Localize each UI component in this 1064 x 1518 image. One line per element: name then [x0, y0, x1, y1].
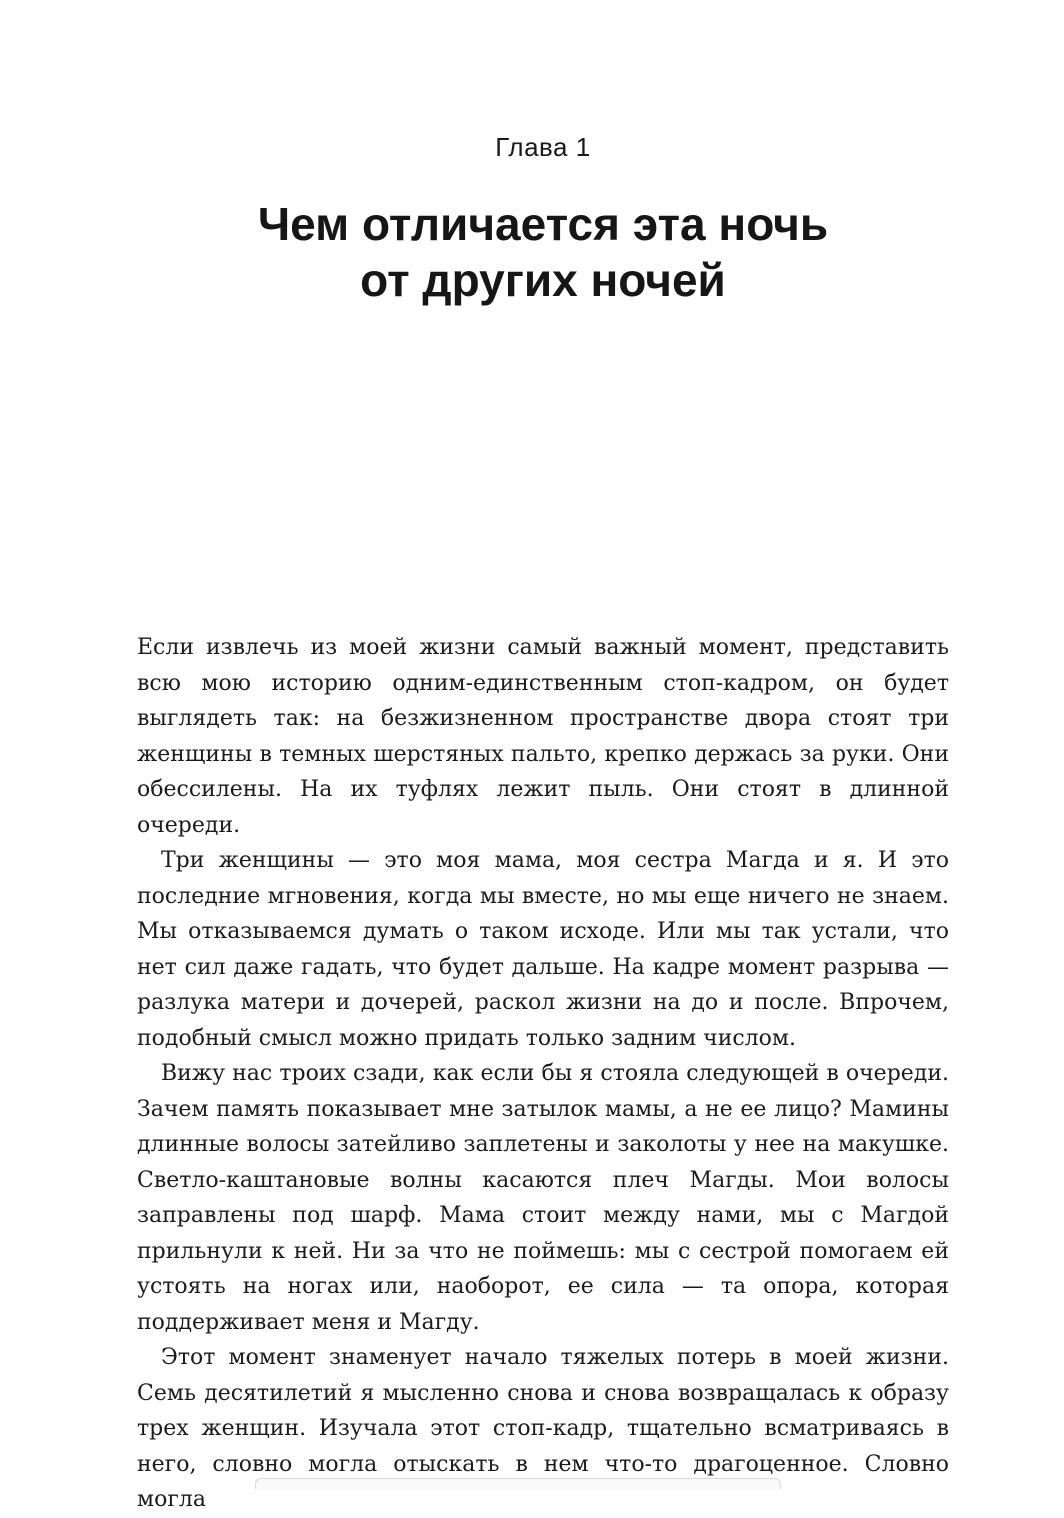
body-text [137, 630, 949, 1518]
paragraph: Вижу нас троих сзади, как если бы я стояла следующей в очереди. Зачем память показывает мне затылок мамы, а не ее лицо? Мамины длинные волосы затейливо заплетены и заколоты у нее на макушке. Светло-каштановые волны касаются плеч Магды. Мои волосы заправлены под шарф. Мама стоит между нами, мы с Магдой прильнули к ней. Ни за что не поймешь: мы с сестрой помогаем ей устоять на ногах или, наоборот, ее сила — та опора, которая поддерживает меня и Магду. [137, 1061, 949, 1335]
paragraph: Если извлечь из моей жизни самый важный момент, представить всю мою историю одним-единственным стоп-кадром, он будет выглядеть так: на безжизненном пространстве двора стоят три женщины в темных шерстяных пальто, крепко держась за руки. Они обессилены. На их туфлях лежит пыль. Они стоят в длинной очереди. [137, 635, 949, 838]
chapter-title-line-2: от других ночей [360, 254, 726, 306]
chapter-title [0, 196, 1064, 308]
page-footer-tab [255, 1478, 781, 1489]
paragraph: Три женщины — это моя мама, моя сестра Магда и я. И это последние мгновения, когда мы вместе, но мы еще ничего не знаем. Мы отказываемся думать о таком исходе. Или мы так устали, что нет сил даже гадать, что будет дальше. На кадре момент разрыва — разлука матери и дочерей, раскол жизни на до и после. Впрочем, подобный смысл можно придать только задним числом. [137, 848, 949, 1051]
paragraph: Этот момент знаменует начало тяжелых потерь в моей жизни. Семь десятилетий я мысленно снова и снова возвращалась к образу трех женщин. Изучала этот стоп-кадр, тщательно всматриваясь в него, словно могла отыскать в нем что-то драгоценное. Словно могла [137, 1345, 949, 1512]
chapter-title-line-1: Чем отличается эта ночь [257, 198, 829, 250]
chapter-label: Глава 1 [495, 132, 591, 162]
